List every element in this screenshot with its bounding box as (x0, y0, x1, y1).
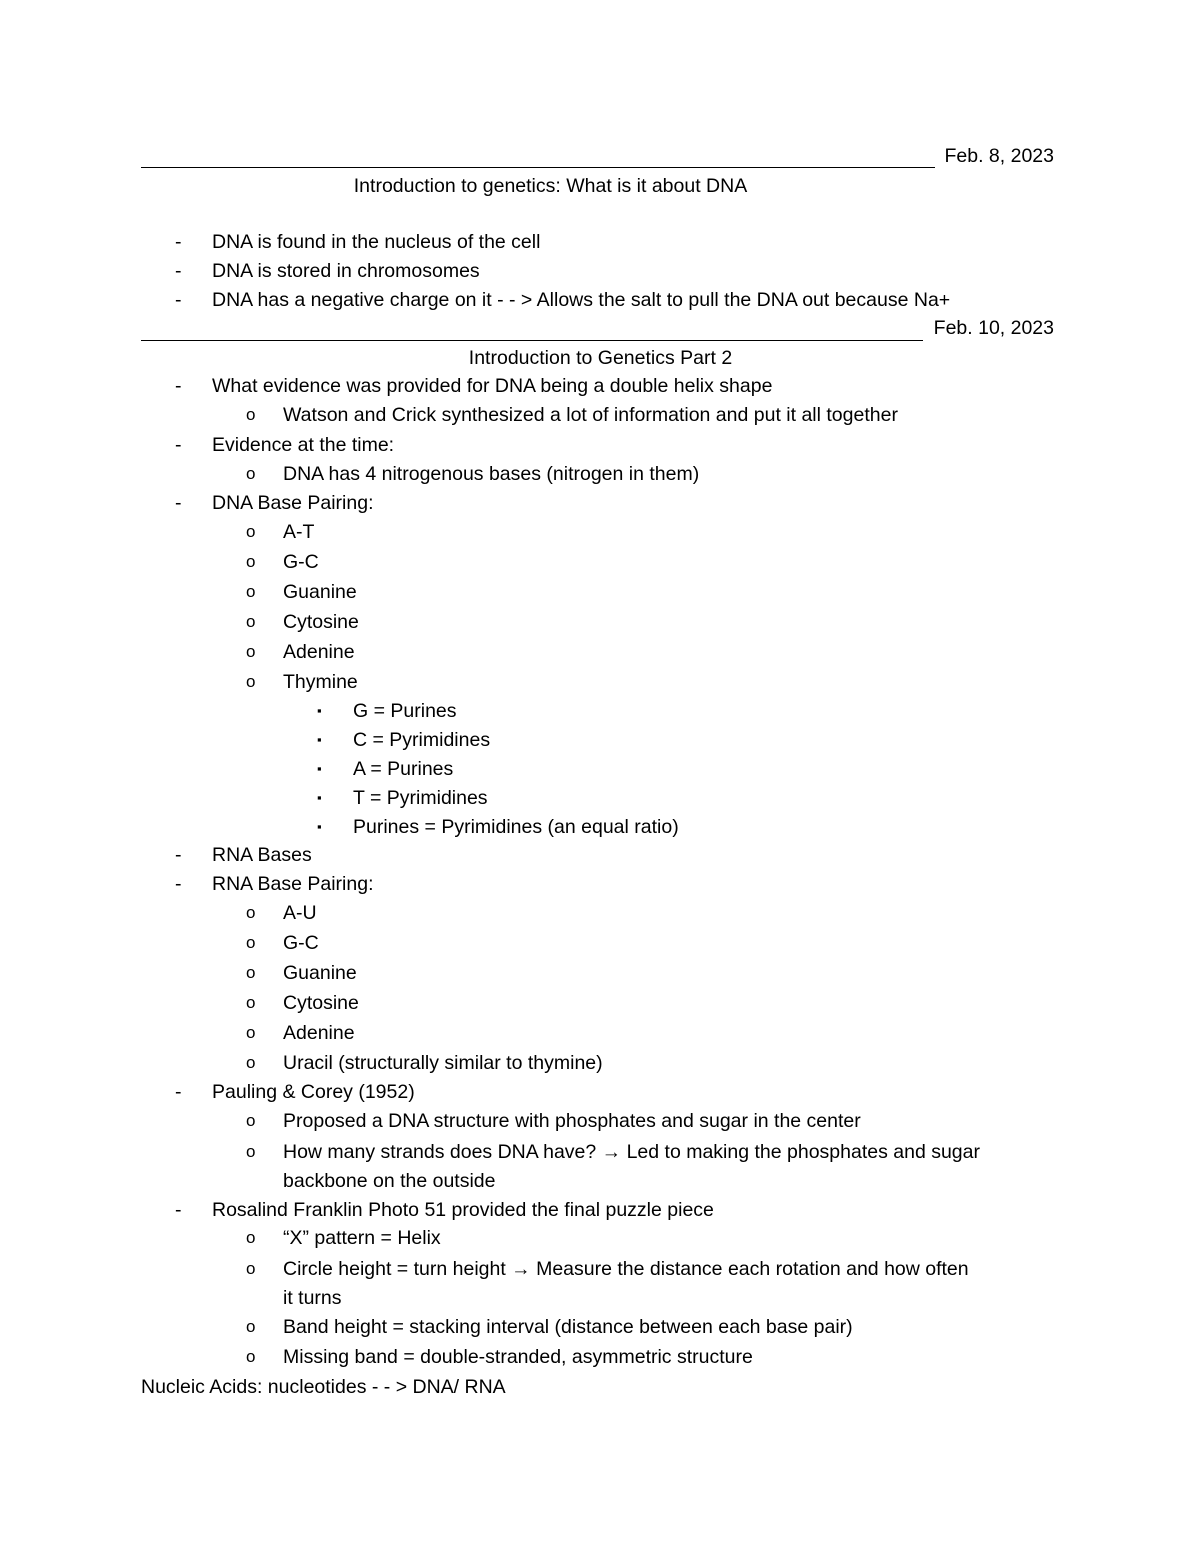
list-item: RNA Bases (212, 844, 312, 866)
dash-marker: - (175, 844, 182, 866)
list-item: DNA has a negative charge on it - - > Allows the salt to pull the DNA out because Na+ (212, 289, 951, 311)
circle-marker: o (246, 672, 256, 691)
list-item: DNA has 4 nitrogenous bases (nitrogen in them) (283, 463, 700, 485)
list-item: T = Pyrimidines (353, 787, 488, 809)
dash-marker: - (175, 375, 182, 397)
circle-marker: o (246, 612, 256, 631)
list-item-continuation: it turns (283, 1287, 342, 1309)
dash-marker: - (175, 260, 182, 282)
dash-marker: - (175, 873, 182, 895)
list-item: Guanine (283, 581, 357, 603)
dash-marker: - (175, 492, 182, 514)
circle-marker: o (246, 1347, 256, 1366)
list-item: Evidence at the time: (212, 434, 395, 456)
list-item: A-U (283, 902, 317, 924)
list-item: What evidence was provided for DNA being a double helix shape (212, 375, 773, 397)
circle-marker: o (246, 1142, 256, 1161)
list-item: Guanine (283, 962, 357, 984)
list-item: Uracil (structurally similar to thymine) (283, 1052, 603, 1074)
list-item: Cytosine (283, 992, 359, 1014)
circle-marker: o (246, 552, 256, 571)
list-item: DNA is found in the nucleus of the cell (212, 231, 541, 253)
section2-title: Introduction to Genetics Part 2 (468, 347, 733, 369)
list-item: Missing band = double-stranded, asymmetric structure (283, 1346, 753, 1368)
list-item: How many strands does DNA have? → Led to making the phosphates and sugar (283, 1141, 980, 1163)
list-item: Circle height = turn height → Measure the distance each rotation and how often (283, 1258, 969, 1280)
section1-title: Introduction to genetics: What is it about DNA (353, 175, 748, 197)
square-marker: ▪ (317, 761, 322, 776)
circle-marker: o (246, 1259, 256, 1278)
list-item: Watson and Crick synthesized a lot of information and put it all together (283, 404, 898, 426)
list-item: Rosalind Franklin Photo 51 provided the final puzzle piece (212, 1199, 714, 1221)
list-item: G-C (283, 551, 319, 573)
footer-note: Nucleic Acids: nucleotides - - > DNA/ RNA (141, 1376, 506, 1398)
list-item: Proposed a DNA structure with phosphates and sugar in the center (283, 1110, 861, 1132)
circle-marker: o (246, 1053, 256, 1072)
section1-date: Feb. 8, 2023 (944, 145, 1054, 167)
circle-marker: o (246, 1228, 256, 1247)
list-item: A = Purines (353, 758, 454, 780)
list-item: A-T (283, 521, 315, 543)
list-item: Thymine (283, 671, 358, 693)
list-item: DNA is stored in chromosomes (212, 260, 480, 282)
square-marker: ▪ (317, 819, 322, 834)
circle-marker: o (246, 1023, 256, 1042)
list-item: Band height = stacking interval (distance between each base pair) (283, 1316, 853, 1338)
square-marker: ▪ (317, 790, 322, 805)
square-marker: ▪ (317, 732, 322, 747)
circle-marker: o (246, 933, 256, 952)
circle-marker: o (246, 903, 256, 922)
square-marker: ▪ (317, 703, 322, 718)
list-item: “X” pattern = Helix (283, 1227, 441, 1249)
circle-marker: o (246, 522, 256, 541)
list-item: DNA Base Pairing: (212, 492, 374, 514)
dash-marker: - (175, 289, 182, 311)
list-item: Adenine (283, 641, 355, 663)
circle-marker: o (246, 1111, 256, 1130)
circle-marker: o (246, 642, 256, 661)
list-item: C = Pyrimidines (353, 729, 491, 751)
list-item: Pauling & Corey (1952) (212, 1081, 415, 1103)
section2-rule (141, 340, 923, 341)
circle-marker: o (246, 464, 256, 483)
list-item: G-C (283, 932, 319, 954)
circle-marker: o (246, 963, 256, 982)
list-item-continuation: backbone on the outside (283, 1170, 496, 1192)
section1-rule (141, 167, 935, 168)
list-item: G = Purines (353, 700, 457, 722)
circle-marker: o (246, 993, 256, 1012)
circle-marker: o (246, 582, 256, 601)
list-item: Adenine (283, 1022, 355, 1044)
dash-marker: - (175, 434, 182, 456)
circle-marker: o (246, 1317, 256, 1336)
dash-marker: - (175, 1081, 182, 1103)
list-item: RNA Base Pairing: (212, 873, 374, 895)
dash-marker: - (175, 1199, 182, 1221)
dash-marker: - (175, 231, 182, 253)
list-item: Cytosine (283, 611, 359, 633)
circle-marker: o (246, 405, 256, 424)
section2-date: Feb. 10, 2023 (933, 317, 1054, 339)
list-item: Purines = Pyrimidines (an equal ratio) (353, 816, 679, 838)
